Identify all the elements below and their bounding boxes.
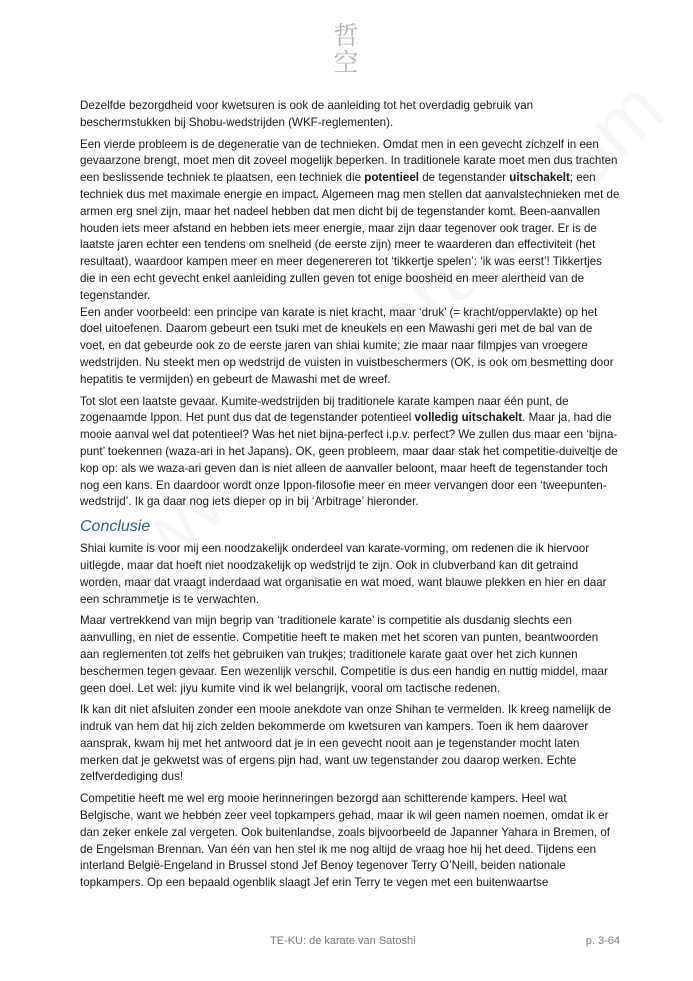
bold-text: potentieel — [364, 171, 420, 185]
kanji-bottom: 空 — [333, 48, 359, 77]
kanji-logo — [330, 22, 362, 76]
section-intro — [80, 98, 620, 511]
text-run: Tot slot een laatste gevaar. Kumite-wedstrijden bij traditionele karate kampen naar één punt, de zogenaamde Ippon. Het punt dus dat de tegenstander potentieel — [80, 394, 569, 425]
text-run: Een vierde probleem is de degeneratie van de technieken. Omdat men in een gevecht zichzelf in een gevaarzone brengt, moet men dit zoveel mogelijk beperken. In traditionele karate moet men dus trachten een beslissende techniek te plaatsen, een techniek die — [80, 137, 618, 185]
paragraph — [80, 305, 620, 389]
paragraph — [80, 791, 620, 892]
text-run: Een ander voorbeeld: een principe van karate is niet kracht, maar ‘druk’ (= kracht/oppervlakte) op het doel uitoefenen. Daarom gebeurt een tsuki met de kneukels en een Mawashi geri met de bal van de voet, en dat gebeurde ook zo de eerste jaren van shiai kumite; zie maar naar filmpjes van vroegere wedstrijden. Nu steekt men op wedstrijd de vuisten in vuistbeschermers (OK, is ook om besmetting door hepatitis te vermijden) en gebeurt de Mawashi met de wreef. — [80, 305, 614, 386]
paragraph — [80, 394, 620, 512]
page-footer — [80, 935, 620, 953]
document-body — [80, 98, 620, 897]
text-run: Ik kan dit niet afsluiten zonder een mooie anekdote van onze Shihan te vermelden. Ik kreeg namelijk de indruk van hem dat hij zich zelden bekommerde om kwetsuren van kampers. Toen ik hem daarover aansprak, kwam hij met het antwoord dat je in een gevecht nooit aan je tegenstander mocht laten merken dat je gekwetst was of ergens pijn had, want uw tegenstander zou daarop werken. Echte zelfverdediging dus! — [80, 703, 612, 784]
bold-text: uitschakelt — [509, 171, 570, 185]
text-run: ; een techniek dus met maximale energie en impact. Algemeen mag men stellen dat aanvalstechnieken met de armen erg snel zijn, maar het nadeel hebben dat men dicht bij de tegenstander komt. Been-aanvallen houden iets meer afstand en hebben iets meer energie, maar zijn daar tegenover ook trager. Er is de laatste jaren echter een tendens om snelheid (de eerste zijn) meer te waarderen dan effectiviteit (het resultaat), waardoor kampen meer en meer degenereren tot ‘tikkertje spelen’: ‘ik was eerst’! Tikkertjes die in een echt gevecht enkel aanleiding zullen geven tot enige boosheid en meer alertheid van de tegenstander. — [80, 171, 620, 302]
paragraph — [80, 613, 620, 697]
text-run: Dezelfde bezorgdheid voor kwetsuren is ook de aanleiding tot het overdadig gebruik van beschermstukken bij Shobu-wedstrijden (WKF-reglementen). — [80, 99, 534, 129]
text-run: Shiai kumite is voor mij een noodzakelijk onderdeel van karate-vorming, om redenen die ik hiervoor uitlegde, maar dat hoeft niet noodzakelijk op wedstrijd te zijn. Ook in clubverband kan dit getraind worden, maar dat vraagt inderdaad wat organisatie en wat moed, want blauwe plekken en hier en daar een schrammetje is te verwachten. — [80, 542, 607, 606]
paragraph — [80, 98, 620, 132]
paragraph — [80, 541, 620, 608]
paragraph — [80, 702, 620, 786]
kanji-top: 哲 — [333, 21, 359, 50]
footer-page-number: p. 3-64 — [585, 935, 620, 947]
text-run: . Maar ja, had die mooie aanval wel dat potentieel? Was het niet bijna-perfect i.p.v. perfect? We zullen dus maar een ‘bijna-punt’ toekennen (waza-ari in het Japans). OK, geen probleem, maar daar stak het competitie-duiveltje de kop op: als we waza-ari geven dan is niet alleen de aanvaller beloont, maar heeft de tegenstander toch nog een kans. En daardoor wordt onze Ippon-filosofie meer en meer vervangen door een ‘tweepunten-wedstrijd’. Ik ga daar nog iets dieper op in bij ‘Arbitrage’ hieronder. — [80, 411, 618, 509]
text-run: de tegenstander — [419, 171, 510, 185]
text-run: Maar vertrekkend van mijn begrip van ‘traditionele karate’ is competitie als dusdanig slechts een aanvulling, en niet de essentie. Competitie heeft te maken met het scoren van punten, beantwoorden aan reglementen tot zelfs het gebruiken van trukjes; traditionele karate gaat over het zich kunnen beschermen tegen gevaar. Een wezenlijk verschil. Competitie is dus een handig en nuttig middel, maar geen doel. Let wel: jiyu kumite vind ik wel belangrijk, vooral om tactische redenen. — [80, 614, 608, 695]
footer-title: TE-KU: de karate van Satoshi — [270, 935, 416, 947]
text-run: Competitie heeft me wel erg mooie herinneringen bezorgd aan schitterende kampers. Heel wat Belgische, want we hebben zeer veel topkampers gehad, maar ik wil geen namen noemen, omdat ik er dan zeker enkele zal vergeten. Ook buitenlandse, zoals bijvoorbeeld de Japanner Yahara in Bremen, of de Engelsman Brennan. Van één van hen stel ik me nog altijd de vraag hoe hij het deed. Tijdens een interland België-Engeland in Brussel stond Jef Benoy tegenover Terry O’Neill, beiden nationale topkampers. Op een bepaald ogenblik slaagt Jef erin Terry te vegen met een buitenwaartse — [80, 792, 611, 890]
section-conclusion — [80, 541, 620, 892]
bold-text: volledig uitschakelt — [414, 411, 523, 425]
paragraph — [80, 137, 620, 305]
section-heading: Conclusie — [80, 518, 151, 536]
